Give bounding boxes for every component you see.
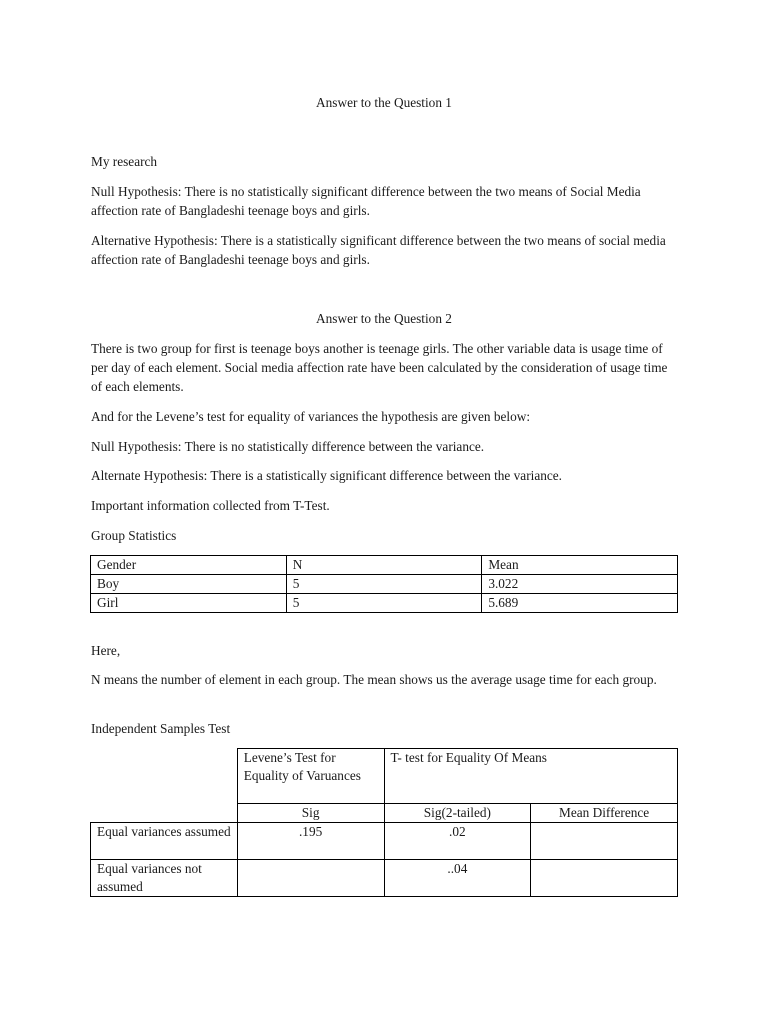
table-cell: 5.689 <box>482 594 678 613</box>
my-research-label: My research <box>91 154 158 169</box>
q2-para-levene: And for the Levene’s test for equality of variances the hypothesis are given below: <box>91 409 531 424</box>
explanation-text: N means the number of element in each group. The mean shows us the average usage time for each group. <box>91 672 657 687</box>
table-header-row <box>91 749 678 804</box>
subheader-sig: Sig <box>237 804 384 823</box>
table-cell: 5 <box>286 575 482 594</box>
table-cell: Girl <box>91 594 287 613</box>
ttest-header: T- test for Equality Of Means <box>384 749 677 804</box>
table-cell <box>531 823 678 860</box>
subheader-mean-difference: Mean Difference <box>531 804 678 823</box>
table-header-row <box>91 556 678 575</box>
empty-corner-cell <box>91 749 238 823</box>
row-label: Equal variances assumed <box>91 823 238 860</box>
q2-important-info: Important information collected from T-Test. <box>91 498 330 513</box>
group-stats-title: Group Statistics <box>91 528 177 543</box>
table-row <box>91 594 678 613</box>
table-row <box>91 575 678 594</box>
here-label: Here, <box>91 643 121 658</box>
table-cell <box>237 860 384 897</box>
table-row <box>91 860 678 897</box>
q2-para-groups: There is two group for first is teenage boys another is teenage girls. The other variable data is usage time of per day of each element. Social media affection rate have been calculated by the consideration of usage time of each elements. <box>91 341 668 394</box>
subheader-sig-2-tailed: Sig(2-tailed) <box>384 804 531 823</box>
row-label: Equal variances not assumed <box>91 860 238 897</box>
ind-test-title: Independent Samples Test <box>91 721 231 736</box>
q2-heading: Answer to the Question 2 <box>316 311 452 326</box>
table-cell: ..04 <box>384 860 531 897</box>
table-cell: .02 <box>384 823 531 860</box>
table-cell: .195 <box>237 823 384 860</box>
independent-samples-table <box>90 748 678 897</box>
table-cell: 3.022 <box>482 575 678 594</box>
table-cell <box>531 860 678 897</box>
q2-alt-hypothesis: Alternate Hypothesis: There is a statistically significant difference between the variance. <box>91 468 563 483</box>
levene-header: Levene’s Test for Equality of Varuances <box>237 749 384 804</box>
header-cell-gender: Gender <box>91 556 287 575</box>
q1-null-hypothesis: Null Hypothesis: There is no statistically significant difference between the two means of Social Media affection rate of Bangladeshi teenage boys and girls. <box>91 184 641 218</box>
group-stats-table <box>90 555 678 613</box>
table-row <box>91 823 678 860</box>
table-cell: Boy <box>91 575 287 594</box>
table-cell: 5 <box>286 594 482 613</box>
q2-null-hypothesis: Null Hypothesis: There is no statistically difference between the variance. <box>91 439 485 454</box>
q1-alt-hypothesis: Alternative Hypothesis: There is a statistically significant difference between the two means of social media affection rate of Bangladeshi teenage boys and girls. <box>91 233 666 267</box>
header-cell-mean: Mean <box>482 556 678 575</box>
header-cell-n: N <box>286 556 482 575</box>
q1-heading: Answer to the Question 1 <box>316 95 452 110</box>
